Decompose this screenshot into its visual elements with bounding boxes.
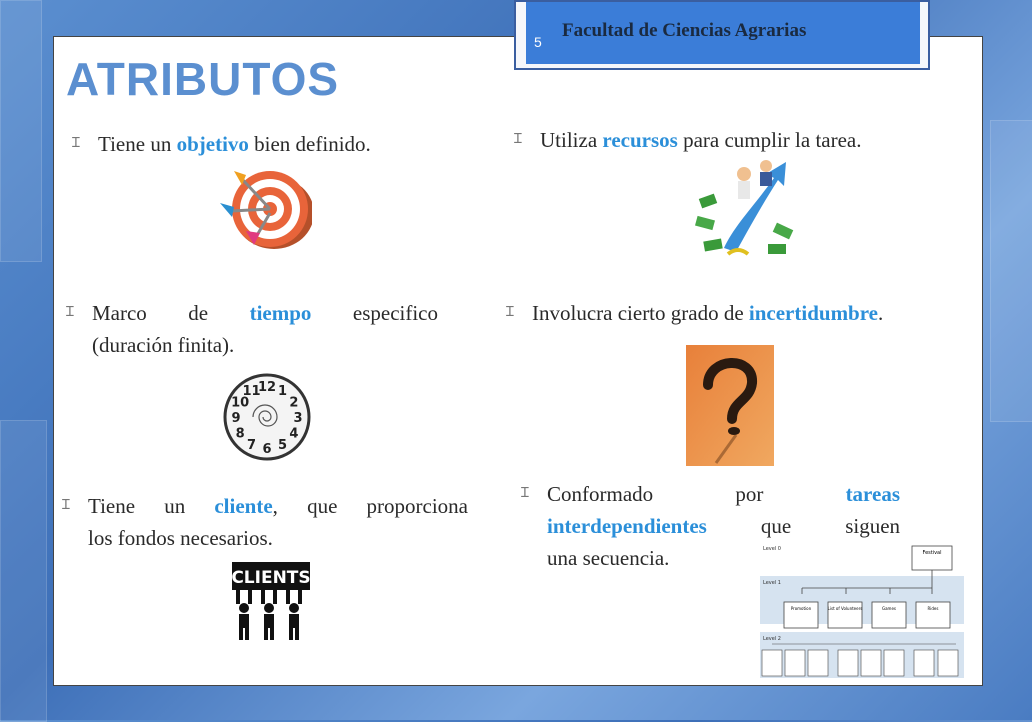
wbs-node: Games xyxy=(882,606,896,611)
bullet-text: Marco xyxy=(92,301,147,325)
keyword: objetivo xyxy=(176,132,249,156)
clock-digit: 2 xyxy=(289,395,299,411)
bullet-marker: Ɪ xyxy=(66,305,74,320)
page-number: 5 xyxy=(534,34,542,50)
bullet-text: Involucra cierto grado de xyxy=(532,301,749,325)
wbs-level-2: Level 2 xyxy=(763,636,781,642)
bullet-text: Tiene un xyxy=(88,494,215,518)
bullet-recursos xyxy=(514,124,970,156)
bullet-text: Tiene un xyxy=(98,132,177,156)
bullet-text: una secuencia. xyxy=(547,546,670,570)
keyword: tiempo xyxy=(249,301,312,325)
bullet-text: bien definido. xyxy=(248,132,371,156)
wbs-node: List of Volunteers xyxy=(827,606,863,611)
keyword: tareas xyxy=(845,482,900,506)
bullet-marker: Ɪ xyxy=(514,132,522,147)
slide-title: ATRIBUTOS xyxy=(66,53,340,105)
bullet-marker: Ɪ xyxy=(506,305,514,320)
wbs-node: Promotion xyxy=(790,606,812,611)
wbs-node: Rides xyxy=(927,606,939,611)
bullet-text: . xyxy=(878,301,884,325)
bullet-text: , que proporciona xyxy=(272,494,468,518)
bullet-text: siguen xyxy=(845,514,901,538)
background-tile xyxy=(0,0,42,262)
clock-digit: 10 xyxy=(231,395,250,411)
faculty-name: Facultad de Ciencias Agrarias xyxy=(562,20,807,41)
bullet-marker: Ɪ xyxy=(521,486,529,501)
bullet-marker: Ɪ xyxy=(72,136,80,151)
resources-money-icon xyxy=(694,156,804,264)
bullet-incertidumbre xyxy=(506,297,982,329)
bullet-text: especifico xyxy=(352,301,438,325)
clock-digit: 7 xyxy=(246,437,257,453)
keyword: cliente xyxy=(214,494,273,518)
clock-digit: 9 xyxy=(231,411,241,426)
background-tile xyxy=(990,120,1032,422)
clock-digit: 5 xyxy=(277,437,288,453)
clock-digit: 3 xyxy=(293,411,303,426)
bullet-text: Utiliza xyxy=(540,128,603,152)
clock-digit: 8 xyxy=(235,426,245,442)
wbs-level-1: Level 1 xyxy=(763,580,781,586)
svg-text:CLIENTS: CLIENTS xyxy=(231,568,311,588)
bullet-text: los fondos necesarios. xyxy=(88,526,273,550)
bullet-text: por xyxy=(735,482,764,506)
bullet-text: (duración finita). xyxy=(92,333,235,357)
bullet-text: que xyxy=(760,514,792,538)
bullet-text: para cumplir la tarea. xyxy=(677,128,862,152)
keyword: interdependientes xyxy=(547,514,707,538)
wbs-level-0: Level 0 xyxy=(763,546,781,552)
wbs-root: Festival xyxy=(922,550,942,556)
bullet-text: de xyxy=(188,301,209,325)
bullet-text: Conformado xyxy=(547,482,654,506)
target-darts-icon xyxy=(212,165,312,253)
clock-digit: 12 xyxy=(257,380,277,395)
clock-digit: 11 xyxy=(242,384,261,400)
clock-digit: 4 xyxy=(289,426,299,442)
clock-digit: 6 xyxy=(262,442,272,457)
bullet-marker: Ɪ xyxy=(62,498,70,513)
keyword: incertidumbre xyxy=(748,301,879,325)
keyword: recursos xyxy=(602,128,678,152)
spiral-clock-icon xyxy=(221,372,313,462)
clock-digit: 1 xyxy=(277,384,288,400)
bullet-cliente xyxy=(62,490,468,554)
wbs-diagram xyxy=(760,540,964,678)
question-mark-icon xyxy=(686,345,774,466)
bullet-tiempo xyxy=(66,297,438,361)
background-tile xyxy=(0,420,47,722)
bullet-objetivo xyxy=(72,128,478,160)
clients-sign-icon xyxy=(230,560,312,642)
